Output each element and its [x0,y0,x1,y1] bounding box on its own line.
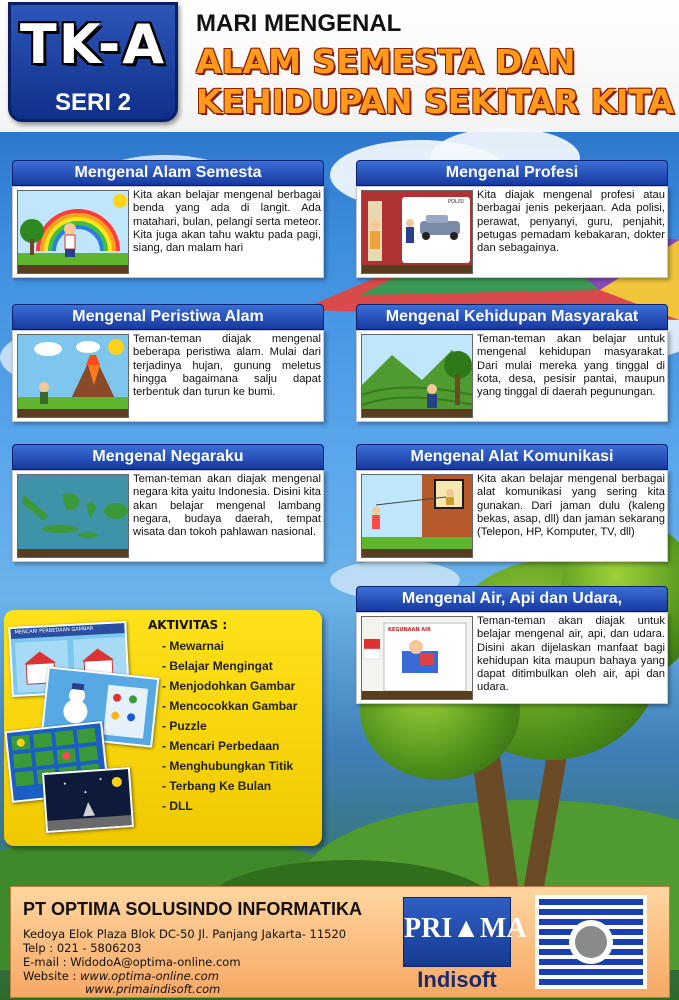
series-badge [8,2,178,122]
thumbnail-kehidupan-masyarakat [361,334,473,418]
list-item: - Mewarnai [162,639,225,653]
header-title-line1: ALAM SEMESTA DAN [196,42,576,81]
card-title: Mengenal Air, Api dan Udara, [356,586,668,612]
website-link-prima[interactable]: www.primaindisoft.com [85,982,221,996]
card-negaraku [12,444,324,562]
card-description: Teman-teman akan diajak untuk belajar mengenal air, api, dan udara. Disini akan dijelaskan manfaat bagi kehidupan kita maupun bahaya yang dapat ditimbulkan oleh air, api dan udara. [477,615,665,694]
list-item: - Menghubungkan Titik [162,759,294,773]
card-title: Mengenal Alat Komunikasi [356,444,668,470]
card-alam-semesta [12,160,324,278]
header-subtitle: MARI MENGENAL [196,10,402,37]
card-description: Kita akan belajar mengenal berbagai benda yang ada di langit. Ada matahari, bulan, pelangi serta meteor. Kita juga akan tahu waktu pada pagi, siang, dan malam hari [133,189,321,255]
thumbnail-alam-semesta [17,190,129,274]
card-description: Kita akan belajar mengenal berbagai alat komunikasi yang sering kita gunakan. Dari jaman dulu (kaleng bekas, asap, dll) dan jaman sekarang (Telepon, HP, Komputer, TV, dll) [477,473,665,539]
activity-screenshot-bulan [42,767,134,833]
card-air-api-udara [356,586,668,704]
thumbnail-peristiwa-alam [17,334,129,418]
badge-title: TK-A [19,13,167,76]
card-kehidupan-masyarakat [356,304,668,422]
card-profesi [356,160,668,278]
card-alat-komunikasi [356,444,668,562]
card-title: Mengenal Alam Semesta [12,160,324,186]
website-link-optima[interactable]: www.optima-online.com [80,969,219,983]
card-title: Mengenal Profesi [356,160,668,186]
list-item: - Mencocokkan Gambar [162,699,298,713]
activities-list [162,636,297,816]
card-title: Mengenal Peristiwa Alam [12,304,324,330]
activities-title: AKTIVITAS : [148,618,228,632]
card-title: Mengenal Kehidupan Masyarakat [356,304,668,330]
card-title: Mengenal Negaraku [12,444,324,470]
thumbnail-alat-komunikasi [361,474,473,558]
list-item: - Puzzle [162,719,207,733]
activities-panel [4,610,322,846]
company-name: PT OPTIMA SOLUSINDO INFORMATIKA [23,899,362,919]
card-description: Teman-teman akan belajar untuk mengenal kehidupan masyarakat. Dari mulai mereka yang tinggal di kota, desa, pesisir pantai, maupun yang tinggal di daerah pegunungan. [477,333,665,399]
card-peristiwa-alam [12,304,324,422]
thumb-sign: POLISI [448,199,464,205]
screenshot-title: MENCARI PERBEDAAN GAMBAR [14,625,94,636]
indisoft-logo-text: Indisoft [417,967,497,992]
list-item: - Menjodohkan Gambar [162,679,296,693]
website-label: Website : [23,969,81,983]
list-item: - Terbang Ke Bulan [162,779,272,793]
company-phone: Telp : 021 - 5806203 [23,941,142,955]
list-item: - Mencari Perbedaan [162,739,280,753]
list-item: - DLL [162,799,193,813]
thumbnail-profesi [361,190,473,274]
company-address: Kedoya Elok Plaza Blok DC-50 Jl. Panjang Jakarta- 11520 [23,927,347,941]
header [0,0,679,132]
card-description: Teman-teman diajak mengenal beberapa peristiwa alam. Mulai dari terjadinya hujan, gunung meletus hingga bagaimana salju dapat terbentuk dan turun ke bumi. [133,333,321,399]
header-title-line2: KEHIDUPAN SEKITAR KITA [196,82,674,121]
thumb-sign: KEGUNAAN AIR [388,627,431,633]
card-description: Kita diajak mengenal profesi atau berbagai jenis pekerjaan. Ada polisi, perawat, penyanyi, guru, penjahit, petugas pemadam kebakaran, dokter dan sebagainya. [477,189,665,255]
badge-series: SERI 2 [54,89,132,116]
footer-contact [10,886,670,998]
card-description: Teman-teman akan diajak mengenal negara kita yaitu Indonesia. Disini kita akan belajar mengenal lambang negara, budaya daerah, tempat wisata dan tokoh pahlawan nasional. [133,473,321,539]
thumbnail-negaraku-map [17,474,129,558]
thumbnail-air-api-udara [361,616,473,700]
optima-logo [535,895,647,989]
prima-logo: PRI▲MA [403,897,511,967]
company-email: E-mail : WidodoA@optima-online.com [23,955,241,969]
list-item: - Belajar Mengingat [162,659,273,673]
